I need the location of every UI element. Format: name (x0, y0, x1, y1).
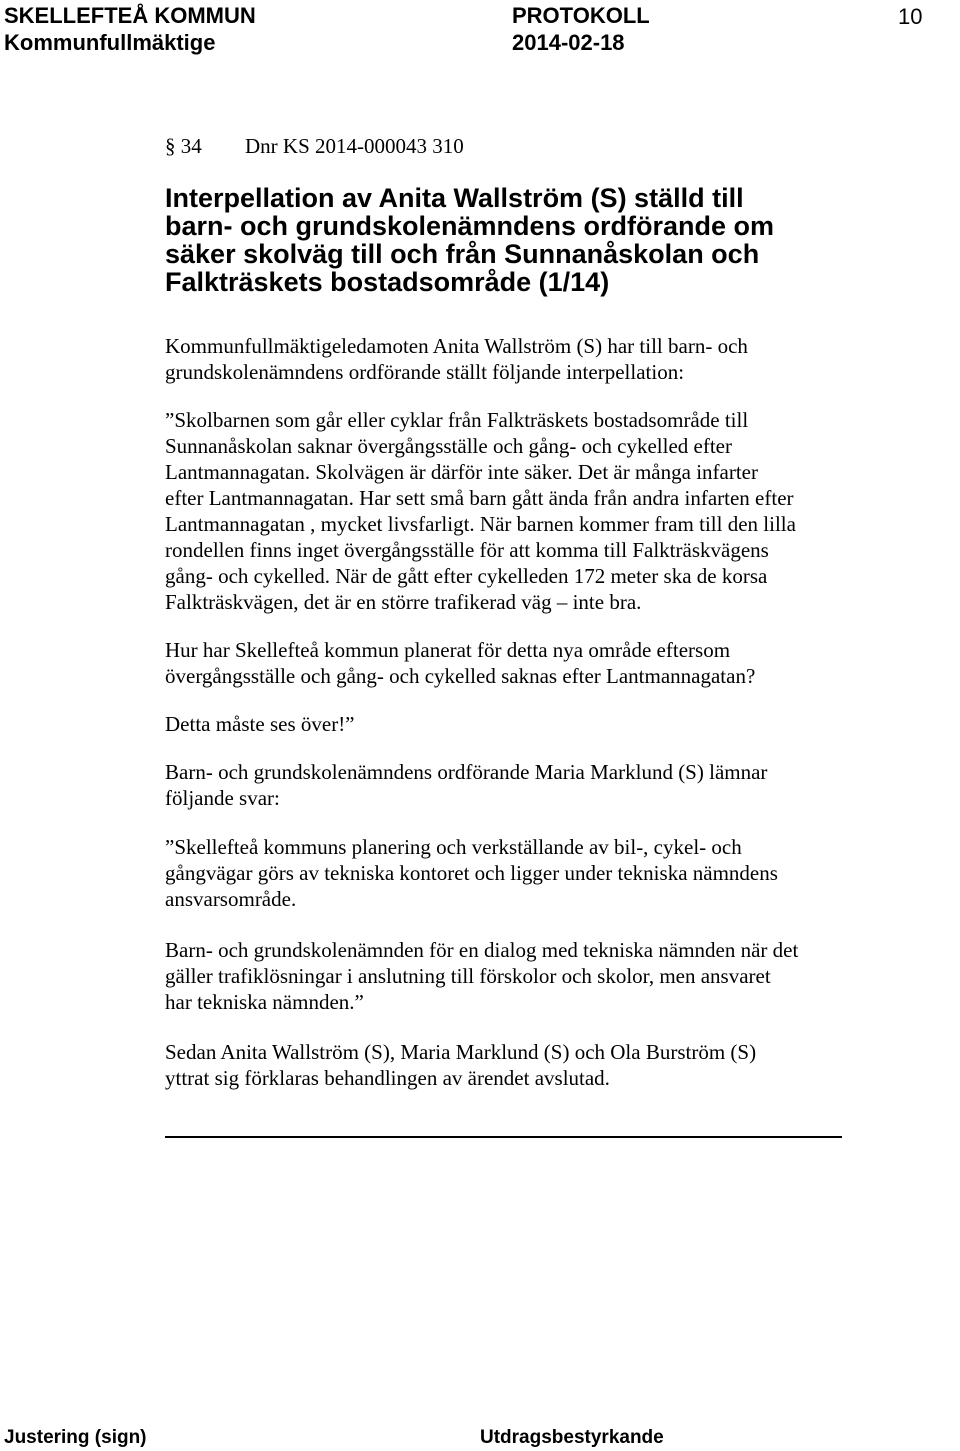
text-line: Hur har Skellefteå kommun planerat för detta nya område eftersom (165, 638, 731, 662)
text-line: rondellen finns inget övergångsställe för att komma till Falkträskvägens (165, 538, 769, 562)
header-body: Kommunfullmäktige (4, 30, 216, 55)
text-line: följande svar: (165, 786, 280, 810)
text-line: har tekniska nämnden.” (165, 990, 364, 1014)
text-line: gäller trafiklösningar i anslutning till förskolor och skolor, men ansvaret (165, 964, 771, 988)
text-line: Sunnanåskolan saknar övergångsställe och gång- och cykelled efter (165, 434, 732, 458)
page-title (165, 184, 905, 296)
text-line: grundskolenämndens ordförande ställt följande interpellation: (165, 360, 685, 384)
paragraph-conclusion (165, 1039, 925, 1091)
text-line: yttrat sig förklaras behandlingen av ärendet avslutad. (165, 1066, 610, 1090)
paragraph-answer-intro (165, 759, 925, 811)
text-line: ansvarsområde. (165, 887, 297, 911)
text-line: Lantmannagatan , mycket livsfarligt. När barnen kommer fram till den lilla (165, 512, 796, 536)
footer-extract-label: Utdragsbestyrkande (480, 1427, 664, 1448)
section-line (165, 133, 464, 159)
section-divider (165, 1136, 842, 1138)
text-line: Kommunfullmäktigeledamoten Anita Wallström (S) har till barn- och (165, 334, 748, 358)
text-line: ”Skellefteå kommuns planering och verkställande av bil-, cykel- och (165, 835, 742, 859)
text-line: Sedan Anita Wallström (S), Maria Marklund (S) och Ola Burström (S) (165, 1040, 757, 1064)
title-line: säker skolväg till och från Sunnanåskolan och (165, 239, 760, 269)
header-org: SKELLEFTEÅ KOMMUN (4, 3, 256, 28)
paragraph-intro (165, 333, 925, 385)
text-line: Detta måste ses över!” (165, 712, 355, 736)
title-line: Interpellation av Anita Wallström (S) ställd till (165, 183, 744, 213)
header-doc-type: PROTOKOLL (512, 3, 650, 28)
paragraph-answer-2 (165, 937, 925, 1015)
text-line: gångvägar görs av tekniska kontoret och ligger under tekniska nämndens (165, 861, 778, 885)
section-symbol: § (165, 134, 176, 158)
title-line: barn- och grundskolenämndens ordförande om (165, 211, 775, 241)
text-line: Falkträskvägen, det är en större trafikerad väg – inte bra. (165, 590, 642, 614)
paragraph-closing-quote (165, 711, 925, 737)
text-line: Barn- och grundskolenämnden för en dialog med tekniska nämnden när det (165, 938, 799, 962)
text-line: övergångsställe och gång- och cykelled saknas efter Lantmannagatan? (165, 664, 756, 688)
text-line: gång- och cykelled. När de gått efter cykelleden 172 meter ska de korsa (165, 564, 768, 588)
text-line: Lantmannagatan. Skolvägen är därför inte säker. Det är många infarter (165, 460, 758, 484)
text-line: efter Lantmannagatan. Har sett små barn gått ända från andra infarten efter (165, 486, 794, 510)
header-date: 2014-02-18 (512, 30, 625, 55)
footer-signature-label: Justering (sign) (4, 1427, 147, 1448)
paragraph-interpellation (165, 407, 925, 615)
title-line: Falkträskets bostadsområde (1/14) (165, 267, 610, 297)
paragraph-answer-1 (165, 834, 925, 912)
section-number: 34 (180, 134, 202, 158)
text-line: Barn- och grundskolenämndens ordförande Maria Marklund (S) lämnar (165, 760, 768, 784)
diary-number: Dnr KS 2014-000043 310 (245, 134, 464, 158)
page-number: 10 (898, 4, 923, 29)
paragraph-question (165, 637, 925, 689)
text-line: ”Skolbarnen som går eller cyklar från Falkträskets bostadsområde till (165, 408, 749, 432)
